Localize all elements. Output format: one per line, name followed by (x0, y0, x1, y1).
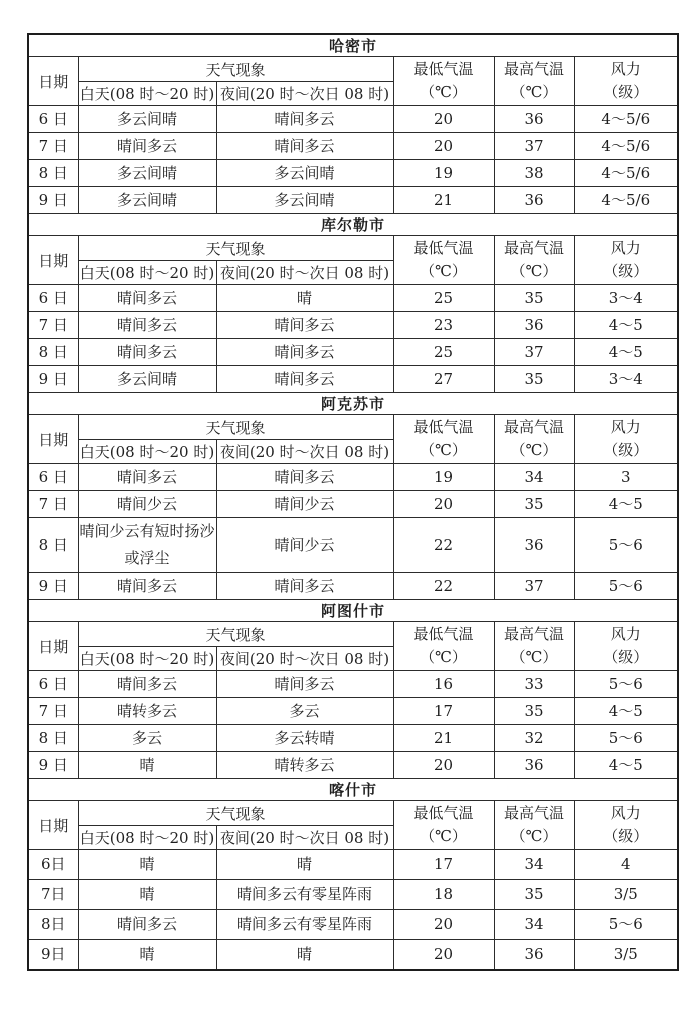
cell-night-weather: 晴间多云 (216, 366, 393, 393)
col-header-max-temp-line2: （℃） (510, 83, 558, 101)
col-header-weather: 天气现象 (78, 57, 393, 82)
cell-min-temp: 20 (393, 491, 494, 518)
cell-night-weather: 多云 (216, 698, 393, 725)
forecast-row (28, 339, 678, 366)
cell-wind: 5～6 (574, 518, 678, 573)
cell-date: 6 日 (28, 285, 78, 312)
forecast-row (28, 133, 678, 160)
col-header-weather: 天气现象 (78, 236, 393, 261)
cell-night-weather: 晴间多云 (216, 339, 393, 366)
cell-night-weather: 晴转多云 (216, 752, 393, 779)
city-title: 库尔勒市 (28, 214, 678, 236)
cell-night-weather: 晴 (216, 940, 393, 971)
col-header-wind-line1: 风力 (610, 239, 641, 257)
cell-night-weather: 多云间晴 (216, 160, 393, 187)
cell-date: 6日 (28, 850, 78, 880)
col-header-max-temp (494, 57, 574, 106)
cell-night-weather: 晴间少云 (216, 491, 393, 518)
city-title: 哈密市 (28, 34, 678, 57)
forecast-row (28, 518, 678, 573)
col-header-wind-line1: 风力 (610, 60, 641, 78)
cell-min-temp: 21 (393, 187, 494, 214)
cell-date: 7 日 (28, 698, 78, 725)
cell-date: 6 日 (28, 671, 78, 698)
cell-day-weather: 晴转多云 (78, 698, 216, 725)
cell-min-temp: 23 (393, 312, 494, 339)
forecast-row (28, 880, 678, 910)
cell-date: 9 日 (28, 187, 78, 214)
col-header-min-temp-line2: （℃） (420, 648, 467, 666)
cell-max-temp: 36 (494, 940, 574, 971)
col-header-min-temp-line1: 最低气温 (413, 804, 474, 822)
forecast-row (28, 573, 678, 600)
cell-day-weather: 多云间晴 (78, 106, 216, 133)
col-header-max-temp (494, 236, 574, 285)
cell-wind: 4～5/6 (574, 133, 678, 160)
cell-max-temp: 38 (494, 160, 574, 187)
forecast-row (28, 106, 678, 133)
cell-night-weather: 晴间少云 (216, 518, 393, 573)
cell-wind: 4～5 (574, 312, 678, 339)
cell-day-weather: 晴 (78, 940, 216, 971)
col-header-min-temp (393, 415, 494, 464)
forecast-row (28, 312, 678, 339)
cell-night-weather: 晴间多云 (216, 133, 393, 160)
cell-night-weather: 晴间多云 (216, 573, 393, 600)
col-header-wind (574, 622, 678, 671)
forecast-row (28, 187, 678, 214)
cell-date: 9日 (28, 940, 78, 971)
cell-wind: 3～4 (574, 285, 678, 312)
weather-forecast-table (27, 33, 679, 971)
cell-date: 6 日 (28, 106, 78, 133)
col-header-min-temp (393, 57, 494, 106)
col-header-date: 日期 (28, 622, 78, 671)
city-title-row (28, 600, 678, 622)
forecast-row (28, 752, 678, 779)
cell-day-weather: 晴间多云 (78, 133, 216, 160)
col-header-daytime: 白天(08 时～20 时) (78, 261, 216, 285)
col-header-daytime: 白天(08 时～20 时) (78, 826, 216, 850)
col-header-daytime: 白天(08 时～20 时) (78, 647, 216, 671)
col-header-date: 日期 (28, 801, 78, 850)
col-header-nighttime: 夜间(20 时～次日 08 时) (216, 647, 393, 671)
cell-min-temp: 25 (393, 285, 494, 312)
cell-wind: 4～5 (574, 752, 678, 779)
cell-date: 9 日 (28, 752, 78, 779)
col-header-max-temp (494, 801, 574, 850)
forecast-row (28, 725, 678, 752)
city-title-row (28, 779, 678, 801)
cell-date: 7 日 (28, 312, 78, 339)
col-header-nighttime: 夜间(20 时～次日 08 时) (216, 826, 393, 850)
cell-night-weather: 晴 (216, 285, 393, 312)
cell-min-temp: 22 (393, 573, 494, 600)
cell-night-weather: 晴间多云 (216, 106, 393, 133)
col-header-wind-line2: （级） (603, 648, 649, 666)
cell-day-weather: 晴间多云 (78, 339, 216, 366)
col-header-daytime: 白天(08 时～20 时) (78, 82, 216, 106)
cell-date: 8日 (28, 910, 78, 940)
cell-max-temp: 37 (494, 339, 574, 366)
cell-day-weather: 晴间多云 (78, 285, 216, 312)
col-header-max-temp (494, 622, 574, 671)
cell-date: 7 日 (28, 491, 78, 518)
cell-day-weather: 多云间晴 (78, 187, 216, 214)
cell-wind: 4～5 (574, 698, 678, 725)
column-header-row-1 (28, 415, 678, 440)
cell-day-weather: 晴间多云 (78, 573, 216, 600)
col-header-weather: 天气现象 (78, 415, 393, 440)
cell-min-temp: 21 (393, 725, 494, 752)
col-header-max-temp-line1: 最高气温 (503, 239, 564, 257)
cell-night-weather: 多云转晴 (216, 725, 393, 752)
forecast-row (28, 850, 678, 880)
col-header-wind-line1: 风力 (610, 418, 641, 436)
cell-max-temp: 35 (494, 880, 574, 910)
col-header-wind-line2: （级） (603, 827, 649, 845)
col-header-min-temp-line1: 最低气温 (413, 60, 474, 78)
cell-max-temp: 34 (494, 850, 574, 880)
cell-day-weather: 晴 (78, 880, 216, 910)
cell-max-temp: 35 (494, 698, 574, 725)
cell-day-weather: 晴间少云有短时扬沙或浮尘 (78, 518, 216, 573)
cell-min-temp: 20 (393, 940, 494, 971)
col-header-min-temp-line2: （℃） (420, 262, 467, 280)
col-header-min-temp (393, 236, 494, 285)
col-header-max-temp-line2: （℃） (510, 262, 558, 280)
col-header-min-temp-line1: 最低气温 (413, 239, 474, 257)
cell-date: 6 日 (28, 464, 78, 491)
forecast-row (28, 464, 678, 491)
cell-date: 8 日 (28, 339, 78, 366)
cell-date: 8 日 (28, 160, 78, 187)
cell-max-temp: 35 (494, 285, 574, 312)
cell-max-temp: 36 (494, 106, 574, 133)
column-header-row-1 (28, 622, 678, 647)
forecast-row (28, 910, 678, 940)
col-header-wind (574, 415, 678, 464)
col-header-min-temp-line2: （℃） (420, 83, 467, 101)
cell-min-temp: 19 (393, 160, 494, 187)
cell-min-temp: 25 (393, 339, 494, 366)
cell-night-weather: 晴间多云 (216, 671, 393, 698)
forecast-row (28, 160, 678, 187)
cell-date: 9 日 (28, 366, 78, 393)
city-title: 阿克苏市 (28, 393, 678, 415)
cell-max-temp: 36 (494, 187, 574, 214)
city-title-row (28, 393, 678, 415)
cell-wind: 4 (574, 850, 678, 880)
col-header-nighttime: 夜间(20 时～次日 08 时) (216, 82, 393, 106)
col-header-min-temp-line2: （℃） (420, 441, 467, 459)
col-header-max-temp (494, 415, 574, 464)
cell-min-temp: 17 (393, 698, 494, 725)
forecast-row (28, 285, 678, 312)
forecast-row (28, 671, 678, 698)
cell-night-weather: 晴间多云有零星阵雨 (216, 910, 393, 940)
cell-max-temp: 34 (494, 910, 574, 940)
cell-wind: 3/5 (574, 880, 678, 910)
col-header-weather: 天气现象 (78, 801, 393, 826)
city-title: 喀什市 (28, 779, 678, 801)
cell-day-weather: 多云 (78, 725, 216, 752)
cell-max-temp: 35 (494, 491, 574, 518)
forecast-row (28, 698, 678, 725)
cell-day-weather: 晴间多云 (78, 464, 216, 491)
col-header-min-temp-line1: 最低气温 (413, 418, 474, 436)
col-header-wind-line1: 风力 (610, 804, 641, 822)
cell-min-temp: 18 (393, 880, 494, 910)
cell-wind: 3/5 (574, 940, 678, 971)
cell-wind: 4～5/6 (574, 106, 678, 133)
col-header-min-temp-line1: 最低气温 (413, 625, 474, 643)
city-title: 阿图什市 (28, 600, 678, 622)
cell-day-weather: 多云间晴 (78, 366, 216, 393)
cell-wind: 4～5/6 (574, 187, 678, 214)
cell-wind: 5～6 (574, 573, 678, 600)
forecast-row (28, 491, 678, 518)
cell-max-temp: 36 (494, 518, 574, 573)
cell-day-weather: 晴 (78, 752, 216, 779)
cell-day-weather: 多云间晴 (78, 160, 216, 187)
cell-date: 9 日 (28, 573, 78, 600)
cell-date: 8 日 (28, 725, 78, 752)
cell-min-temp: 20 (393, 106, 494, 133)
cell-day-weather: 晴间多云 (78, 910, 216, 940)
cell-wind: 3 (574, 464, 678, 491)
cell-night-weather: 晴间多云 (216, 312, 393, 339)
col-header-max-temp-line2: （℃） (510, 648, 558, 666)
cell-max-temp: 34 (494, 464, 574, 491)
cell-max-temp: 36 (494, 312, 574, 339)
column-header-row-1 (28, 801, 678, 826)
cell-wind: 4～5/6 (574, 160, 678, 187)
cell-min-temp: 20 (393, 133, 494, 160)
cell-wind: 4～5 (574, 491, 678, 518)
col-header-max-temp-line1: 最高气温 (503, 804, 564, 822)
col-header-date: 日期 (28, 236, 78, 285)
col-header-nighttime: 夜间(20 时～次日 08 时) (216, 261, 393, 285)
cell-date: 8 日 (28, 518, 78, 573)
col-header-max-temp-line1: 最高气温 (503, 418, 564, 436)
col-header-daytime: 白天(08 时～20 时) (78, 440, 216, 464)
col-header-wind (574, 57, 678, 106)
cell-max-temp: 33 (494, 671, 574, 698)
col-header-min-temp-line2: （℃） (420, 827, 467, 845)
city-title-row (28, 34, 678, 57)
city-title-row (28, 214, 678, 236)
forecast-row (28, 366, 678, 393)
cell-night-weather: 晴间多云 (216, 464, 393, 491)
cell-min-temp: 20 (393, 752, 494, 779)
col-header-date: 日期 (28, 57, 78, 106)
cell-max-temp: 37 (494, 133, 574, 160)
col-header-weather: 天气现象 (78, 622, 393, 647)
forecast-row (28, 940, 678, 971)
cell-night-weather: 晴间多云有零星阵雨 (216, 880, 393, 910)
cell-wind: 5～6 (574, 910, 678, 940)
cell-min-temp: 22 (393, 518, 494, 573)
cell-day-weather: 晴间多云 (78, 671, 216, 698)
col-header-min-temp (393, 801, 494, 850)
cell-day-weather: 晴间多云 (78, 312, 216, 339)
cell-max-temp: 36 (494, 752, 574, 779)
cell-wind: 5～6 (574, 671, 678, 698)
cell-night-weather: 多云间晴 (216, 187, 393, 214)
cell-wind: 5～6 (574, 725, 678, 752)
cell-night-weather: 晴 (216, 850, 393, 880)
cell-min-temp: 19 (393, 464, 494, 491)
col-header-max-temp-line1: 最高气温 (503, 60, 564, 78)
cell-max-temp: 35 (494, 366, 574, 393)
cell-min-temp: 16 (393, 671, 494, 698)
col-header-max-temp-line2: （℃） (510, 441, 558, 459)
cell-day-weather: 晴 (78, 850, 216, 880)
col-header-wind (574, 236, 678, 285)
col-header-max-temp-line1: 最高气温 (503, 625, 564, 643)
col-header-date: 日期 (28, 415, 78, 464)
col-header-min-temp (393, 622, 494, 671)
col-header-wind-line2: （级） (603, 441, 649, 459)
cell-wind: 4～5 (574, 339, 678, 366)
cell-max-temp: 32 (494, 725, 574, 752)
col-header-wind-line2: （级） (603, 83, 649, 101)
cell-day-weather: 晴间少云 (78, 491, 216, 518)
col-header-nighttime: 夜间(20 时～次日 08 时) (216, 440, 393, 464)
col-header-wind-line2: （级） (603, 262, 649, 280)
cell-max-temp: 37 (494, 573, 574, 600)
col-header-max-temp-line2: （℃） (510, 827, 558, 845)
col-header-wind (574, 801, 678, 850)
cell-min-temp: 27 (393, 366, 494, 393)
cell-date: 7日 (28, 880, 78, 910)
cell-min-temp: 20 (393, 910, 494, 940)
cell-wind: 3～4 (574, 366, 678, 393)
col-header-wind-line1: 风力 (610, 625, 641, 643)
cell-min-temp: 17 (393, 850, 494, 880)
cell-date: 7 日 (28, 133, 78, 160)
column-header-row-1 (28, 236, 678, 261)
column-header-row-1 (28, 57, 678, 82)
